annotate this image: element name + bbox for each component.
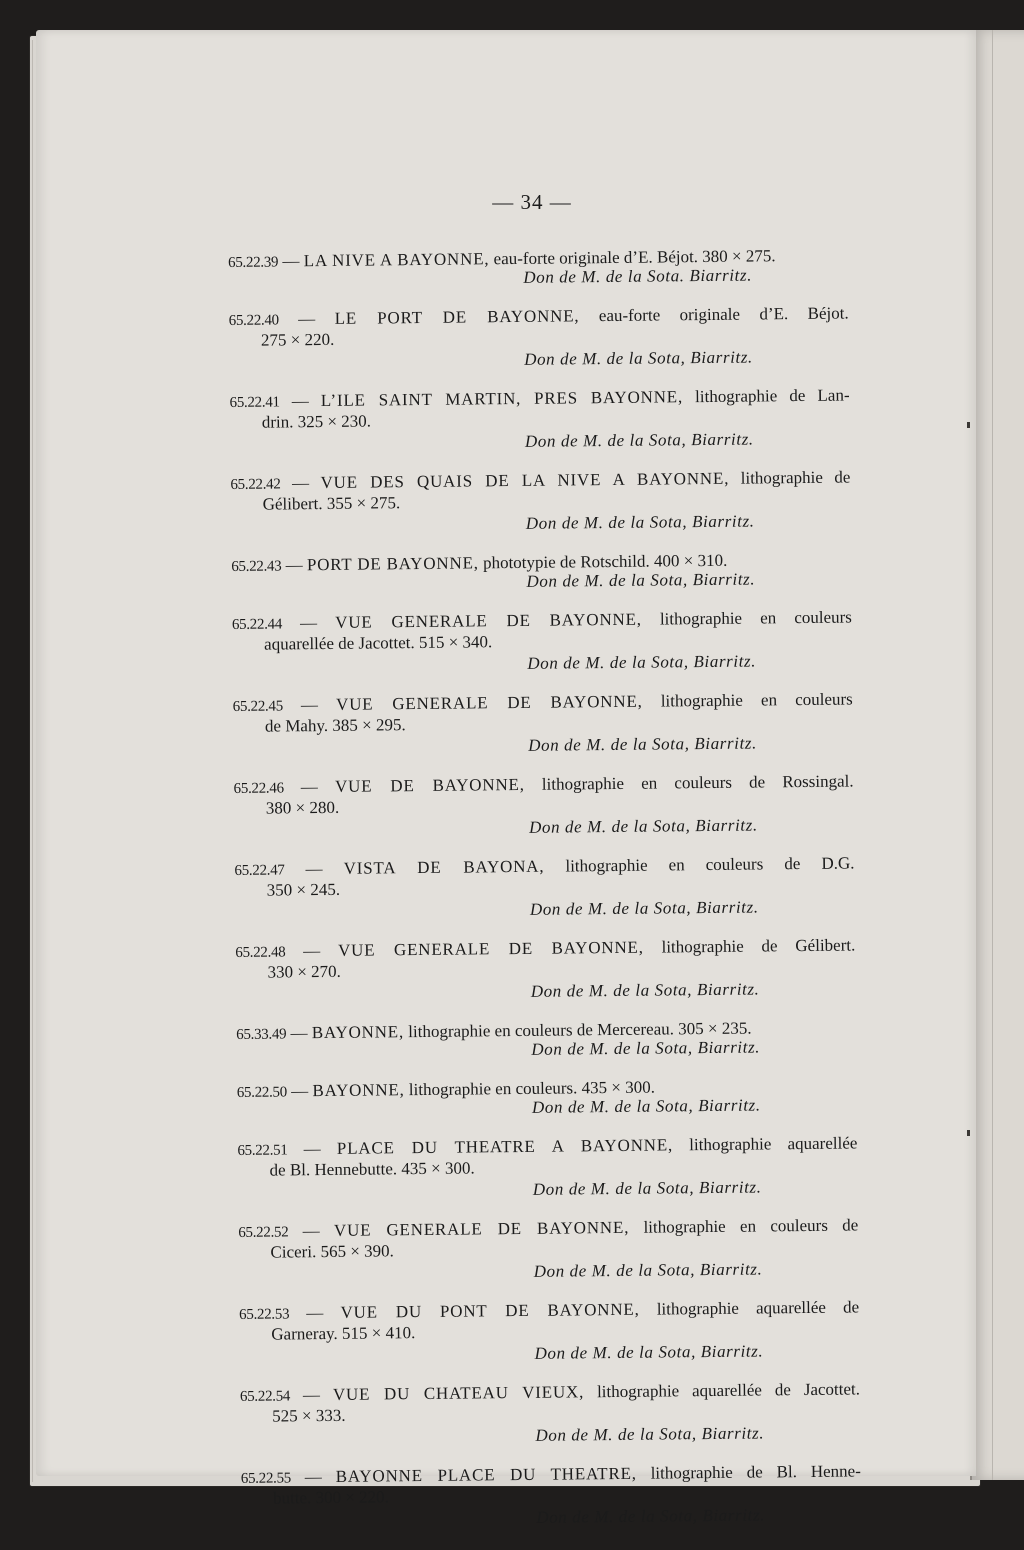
donor-credit: Don de M. de la Sota, Biarritz. [533,1259,763,1281]
artwork-title: PLACE DU THEATRE A BAYONNE, [336,1135,674,1158]
artwork-title: VUE DU CHATEAU VIEUX, [332,1382,585,1404]
catalog-entry [234,853,855,922]
donor-credit: Don de M. de la Sota, Biarritz. [532,1177,762,1199]
entry-continuation: Gélibert. 355 × 275. [262,493,401,514]
inventory-number: 65.22.47 [234,862,285,879]
inventory-number: 65.22.44 [231,616,283,633]
donor-credit: Don de M. de la Sota, Biarritz. [528,733,758,755]
inventory-number: 65.22.42 [230,476,281,493]
facing-page-edge [970,30,1024,1480]
donor-credit: Don de M. de la Sota, Biarritz. [524,347,753,369]
entry-continuation: de Mahy. 385 × 295. [264,715,406,736]
entry-dash: — [281,555,307,575]
entry-dash: — [290,1466,336,1487]
inventory-number: 65.22.52 [238,1224,289,1241]
catalog-entry [231,549,851,594]
entry-dash: — [278,251,304,271]
entry-dash: — [282,694,337,715]
inventory-number: 65.22.41 [229,394,280,411]
donor-credit: Don de M. de la Sota, Biarritz. [529,897,759,919]
catalog-entry [241,1461,862,1530]
artwork-description: lithographie de Gélibert. [661,935,856,957]
donor-credit: Don de M. de la Sota, Biarritz. [535,1423,765,1445]
artwork-title: PORT DE BAYONNE, [306,553,479,575]
entry-continuation: aquarellée de Jacottet. 515 × 340. [264,632,493,654]
entry-dash: — [284,858,344,879]
artwork-description: lithographie en couleurs de [643,1215,859,1237]
entry-continuation: butte. 300 × 220. [272,1487,389,1508]
artwork-title: VUE GENERALE DE BAYONNE, [337,937,644,960]
inventory-number: 65.22.45 [232,698,283,715]
inventory-number: 65.22.48 [235,944,286,961]
donor-credit: Don de M. de la Sota, Biarritz. [524,429,754,451]
inventory-number: 65.22.46 [233,780,284,797]
entry-dash: — [279,391,321,411]
donor-credit: Don de M. de la Sota, Biarritz. [536,1505,766,1527]
entry-dash: — [281,612,336,633]
artwork-description: lithographie en couleurs. 435 × 300. [408,1077,656,1100]
catalog-entry [238,1215,859,1284]
catalog-entry [236,1017,856,1062]
artwork-description: lithographie de [740,467,851,488]
artwork-title: L’ILE SAINT MARTIN, PRES BAYONNE, [320,387,684,411]
artwork-title: BAYONNE PLACE DU THEATRE, [335,1463,637,1486]
donor-credit: Don de M. de la Sota, Biarritz. [530,979,760,1001]
donor-credit: Don de M. de la Sota, Biarritz. [531,1095,761,1117]
page-margin-mark [967,422,970,428]
entry-continuation: 350 × 245. [266,879,341,900]
catalog-entry [234,771,855,840]
catalog-entry [239,1297,860,1366]
inventory-number: 65.22.39 [228,254,279,271]
catalog-entry [237,1075,857,1120]
entry-continuation: drin. 325 × 230. [261,411,372,432]
entry-continuation: 275 × 220. [260,329,335,350]
inventory-number: 65.22.53 [239,1306,290,1323]
inventory-number: 65.33.49 [236,1026,287,1043]
donor-credit: Don de M. de la Sota, Biarritz. [531,1037,761,1059]
entry-dash: — [289,1384,334,1405]
entry-dash: — [280,473,321,493]
donor-credit: Don de M. de la Sota. Biarritz. [523,265,753,287]
catalog-entry [229,304,850,373]
artwork-description: phototypie de Rotschild. 400 × 310. [482,550,728,573]
artwork-title: VUE GENERALE DE BAYONNE, [333,1217,630,1240]
artwork-description: lithographie en couleurs de Mercereau. 305 × 235. [408,1018,752,1042]
artwork-description: lithographie en couleurs de Rossingal. [541,771,854,794]
donor-credit: Don de M. de la Sota, Biarritz. [527,651,757,673]
catalog-entry [233,689,854,758]
catalog-entries [228,246,862,1550]
donor-credit: Don de M. de la Sota, Biarritz. [528,815,758,837]
catalog-entry [235,935,856,1004]
entry-continuation: 330 × 270. [267,961,341,982]
page-number: — 34 — [492,190,572,214]
artwork-description: eau-forte originale d’E. Béjot. [598,303,849,326]
artwork-description: lithographie de Lan- [694,385,850,407]
inventory-number: 65.22.51 [237,1142,288,1159]
entry-continuation: 380 × 280. [265,797,340,818]
donor-credit: Don de M. de la Sota, Biarritz. [525,511,755,533]
inventory-number: 65.22.54 [239,1388,291,1405]
artwork-description: lithographie aquarellée de Jacottet. [596,1379,861,1402]
entry-dash: — [285,940,339,961]
artwork-description: lithographie aquarellée de [656,1297,860,1319]
entry-continuation: de Bl. Hennebutte. 435 × 300. [269,1158,475,1180]
entry-continuation: Ciceri. 565 × 390. [270,1241,394,1262]
artwork-description: lithographie en couleurs [660,689,853,711]
artwork-title: VISTA DE BAYONA, [343,856,545,878]
entry-continuation: Garneray. 515 × 410. [271,1323,416,1344]
artwork-description: eau-forte originale d’E. Béjot. 380 × 275. [493,246,776,269]
artwork-title: BAYONNE, [312,1080,405,1101]
artwork-description: lithographie en couleurs de D.G. [565,853,855,876]
artwork-description: lithographie de Bl. Henne- [650,1461,861,1483]
catalog-entry [230,467,851,536]
entry-dash: — [286,1081,313,1101]
artwork-title: VUE DE BAYONNE, [334,774,525,796]
entry-dash: — [278,308,335,329]
donor-credit: Don de M. de la Sota, Biarritz. [534,1341,764,1363]
entry-dash: — [289,1302,341,1323]
catalog-entry [240,1379,861,1448]
inventory-number: 65.22.55 [240,1470,292,1487]
entry-dash: — [287,1138,337,1159]
artwork-title: VUE GENERALE DE BAYONNE, [335,691,643,714]
entry-dash: — [286,1023,312,1043]
entry-continuation: 525 × 333. [272,1405,346,1426]
facing-page-fold [992,30,993,1480]
artwork-title: VUE DU PONT DE BAYONNE, [340,1299,640,1322]
catalog-entry [228,246,848,291]
page-margin-mark [967,1130,970,1136]
inventory-number: 65.22.40 [228,312,279,329]
entry-dash: — [288,1220,335,1241]
catalog-entry [229,385,850,454]
artwork-title: LA NIVE A BAYONNE, [303,249,490,271]
artwork-title: LE PORT DE BAYONNE, [334,306,580,328]
artwork-description: lithographie aquarellée [689,1133,858,1155]
artwork-title: VUE DES QUAIS DE LA NIVE A BAYONNE, [320,468,730,493]
artwork-title: VUE GENERALE DE BAYONNE, [335,609,642,632]
artwork-description: lithographie en couleurs [659,607,852,629]
entry-dash: — [283,776,336,797]
donor-credit: Don de M. de la Sota, Biarritz. [526,569,756,591]
catalog-entry [232,607,853,676]
artwork-title: BAYONNE, [311,1022,405,1043]
inventory-number: 65.22.43 [231,558,282,575]
inventory-number: 65.22.50 [236,1084,287,1101]
catalog-entry [237,1133,858,1202]
